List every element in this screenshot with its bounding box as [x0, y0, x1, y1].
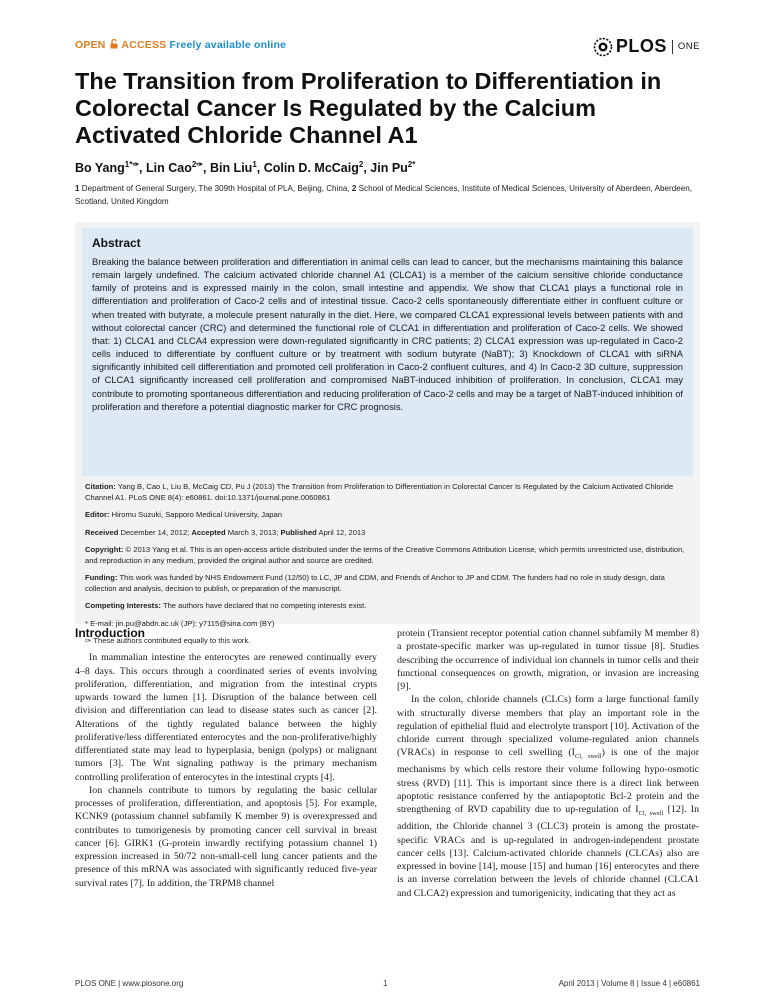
open-lock-icon [110, 39, 118, 49]
dates: Received December 14, 2012; Accepted March 3, 2013; Published April 12, 2013 [85, 527, 366, 537]
abstract-heading: Abstract [92, 236, 141, 250]
author-affiliation-mark: 2* [407, 160, 416, 169]
copyright: Copyright: © 2013 Yang et al. This is an open-access article distributed under the terms of the Creative Commons Attribution License, which permits unrestricted use, distribution, and reproduction in any medium, provided the original author and source are credited. [85, 545, 685, 565]
footer-journal: PLOS ONE | www.plosone.org [75, 979, 184, 988]
author-affiliation-mark: 2✑ [191, 160, 203, 169]
abstract-text: Breaking the balance between proliferation and differentiation in animal cells can lead to cancer, but the mechanisms maintaining this balance remain largely undefined. The calcium activated chloride channel A1 (CLCA1) is a member of the calcium sensitive chloride conductance family of proteins and is expressed mainly in the colon, small intestine and appendix. We show that CLCA1 plays a functional role in differentiation and proliferation of Caco-2 cells and of intestinal tissue. Caco-2 cells spontaneously differentiate either in confluent culture or when treated with butyrate, a molecule present naturally in the diet. Here, we compared CLCA1 expressional levels between patients with and without colorectal cancer (CRC) and determined the functional role of CLCA1 in differentiation and proliferation of Caco-2 cells. We showed that: 1) CLCA1 and CLCA4 expression were down-regulated significantly in CRC patients; 2) CLCA1 expression was up-regulated in Caco-2 cells induced to differentiate by confluent culture or by treatment with sodium butyrate (NaBT); 3) Knockdown of CLCA1 with siRNA significantly inhibited cell differentiation and promoted cell proliferation in Caco-2 confluent cultures, and 4) In Caco-2 3D culture, suppression of CLCA1 significantly increased cell proliferation and compromised NaBT-induced inhibition of proliferation. In conclusion, CLCA1 may contribute to promoting spontaneous differentiation and reducing proliferation of Caco-2 cells and may be a target of NaBT-induced inhibition of proliferation and therefore a potential diagnostic marker for CRC prognosis. [92, 257, 683, 412]
logo-divider [672, 40, 673, 54]
body-column-left [75, 627, 377, 890]
equal-contribution-note: ✑ These authors contributed equally to this work. [85, 636, 251, 645]
author-affiliation-mark: 1 [252, 160, 257, 169]
author-name: Bin Liu [209, 161, 253, 176]
article-title: The Transition from Proliferation to Differentiation in Colorectal Cancer Is Regulated by the Calcium Activated Chloride Channel A1 [75, 68, 662, 148]
plos-one-logo: PLOS ONE [593, 36, 700, 57]
competing-interests: Competing Interests: The authors have declared that no competing interests exist. [85, 601, 367, 610]
corresponding-email: * E-mail: jin.pu@abdn.ac.uk (JP); y7115@sina.com (BY) [85, 618, 275, 628]
author-affiliation-mark: 2 [358, 160, 364, 169]
author-name: Lin Cao [146, 161, 192, 176]
author-name: Bo Yang [75, 161, 125, 176]
plos-logo-icon [593, 37, 613, 57]
body-column-right [397, 627, 699, 900]
citation: Citation: Yang B, Cao L, Liu B, McCaig CD, Pu J (2013) The Transition from Proliferation to Differentiation in Colorectal Cancer Is Regulated by the Calcium Activated Chloride Channel A1. PLoS ONE 8(4): e60861. doi:10.1371/journal.pone.0060861 [85, 482, 674, 502]
author-name: Colin D. McCaig [263, 161, 359, 176]
editor: Editor: Hiromu Suzuki, Sapporo Medical University, Japan [85, 510, 282, 519]
author-list: Bo Yang$^{1*✑}$, Lin Cao$^{2✑}$, Bin Liu$^1$, Colin D. McCaig$^2$, Jin $Pu^{2*}$ [75, 160, 416, 176]
affiliations: 1 Department of General Surgery, The 309th Hospital of PLA, Beijing, China, 2 School of Medical Sciences, Institute of Medical Sciences, University of Aberdeen, Aberdeen, Scotland, United Kingdom [75, 184, 692, 206]
author-affiliation-mark: 1*✑ [124, 160, 140, 169]
funding: Funding: This work was funded by NHS Endowment Fund (12/50) to LC, JP and CDM, and Friends of Anchor to JP and CDM. The funders had no role in study design, data collection and analysis, decision to publish, or preparation of the manuscript. [85, 573, 665, 593]
open-access-banner: OPEN ACCESS Freely available online [75, 39, 287, 51]
paragraph: Ion channels contribute to tumors by regulating the basic cellular processes of proliferation, differentiation, and apoptosis [5]. For example, KCNK9 (potassium channel subfamily K member 9) is overexpressed and contributes to tumorigenesis by promoting cancer cell survival in breast cancer [6]. GIRK1 (G-protein inwardly rectifying potassium channel 1) expression increased in 50/72 non-small-cell lung cancer patients and the presence of this mRNA was associated with significantly reduced five-year survival rates [7]. In addition, the TRPM8 channel [75, 784, 377, 889]
author-name: Jin Pu [370, 161, 408, 176]
page-number: 1 [383, 979, 388, 988]
footer-issue: April 2013 | Volume 8 | Issue 4 | e60861 [558, 979, 700, 988]
journal-header [75, 36, 700, 58]
abstract-panel [82, 228, 693, 476]
paragraph: In mammalian intestine the enterocytes are renewed continually every 4–8 days. This occurs through a coordinated series of events involving proliferation, differentiation, and migration from the intestinal crypts upwards toward the lumen [1]. Disruption of the balance between cell division and differentiation can lead to disease states such as cancer [2]. Alterations of the tightly regulated balance between the highly proliferative/less differentiated enterocytes and the non-proliferative/highly differentiated state may lead to hyperplasia, benign (polyps) or malignant tumors [3]. The Wnt signaling pathway is the primary mechanism controlling proliferation of enterocytes in the intestinal crypts [4]. [75, 652, 377, 783]
paragraph: protein (Transient receptor potential cation channel subfamily M member 8) a prostate-specific marker was up-regulated in tumor tissue [8]. Studies describing the occurrence of individual ion channels in tumor cells and their functional consequences on growth, migration, or invasion are increasing [9]. [397, 628, 699, 692]
paragraph: In the colon, chloride channels (CLCs) form a large functional family with structurally diverse members that play an important role in the regulation of epithelial fluid and electrolyte transport [10]. Activation of the chloride current through specialized volume-regulated anion channels (VRACs) in response to cell swelling $(I_{Cl, swell})$ is one of the major mechanisms by which cells restore their volume following hypo-osmotic stress (RVD) [11]. This is important since there is a direct link between apoptotic resistance conferred by the antiapoptotic Bcl-2 protein and the strengthening of RVD capability due to up-regulation of $I_{Cl, swell}$ [12]. In addition, the Chloride channel 3 (CLC3) protein is among the prostate-specific VRACs and is up-regulated in androgen-independent prostate cancer cells [13]. Calcium-activated chloride channels (CLCAs) also are expressed in bovine [14], mouse [15] and human [16] enterocytes and there is an inverse correlation between the levels of chloride channel (CLCA1 and CLCA2) expression and tumorigenicity, indicating that they act as [397, 694, 700, 899]
section-heading-introduction: Introduction [75, 626, 145, 640]
